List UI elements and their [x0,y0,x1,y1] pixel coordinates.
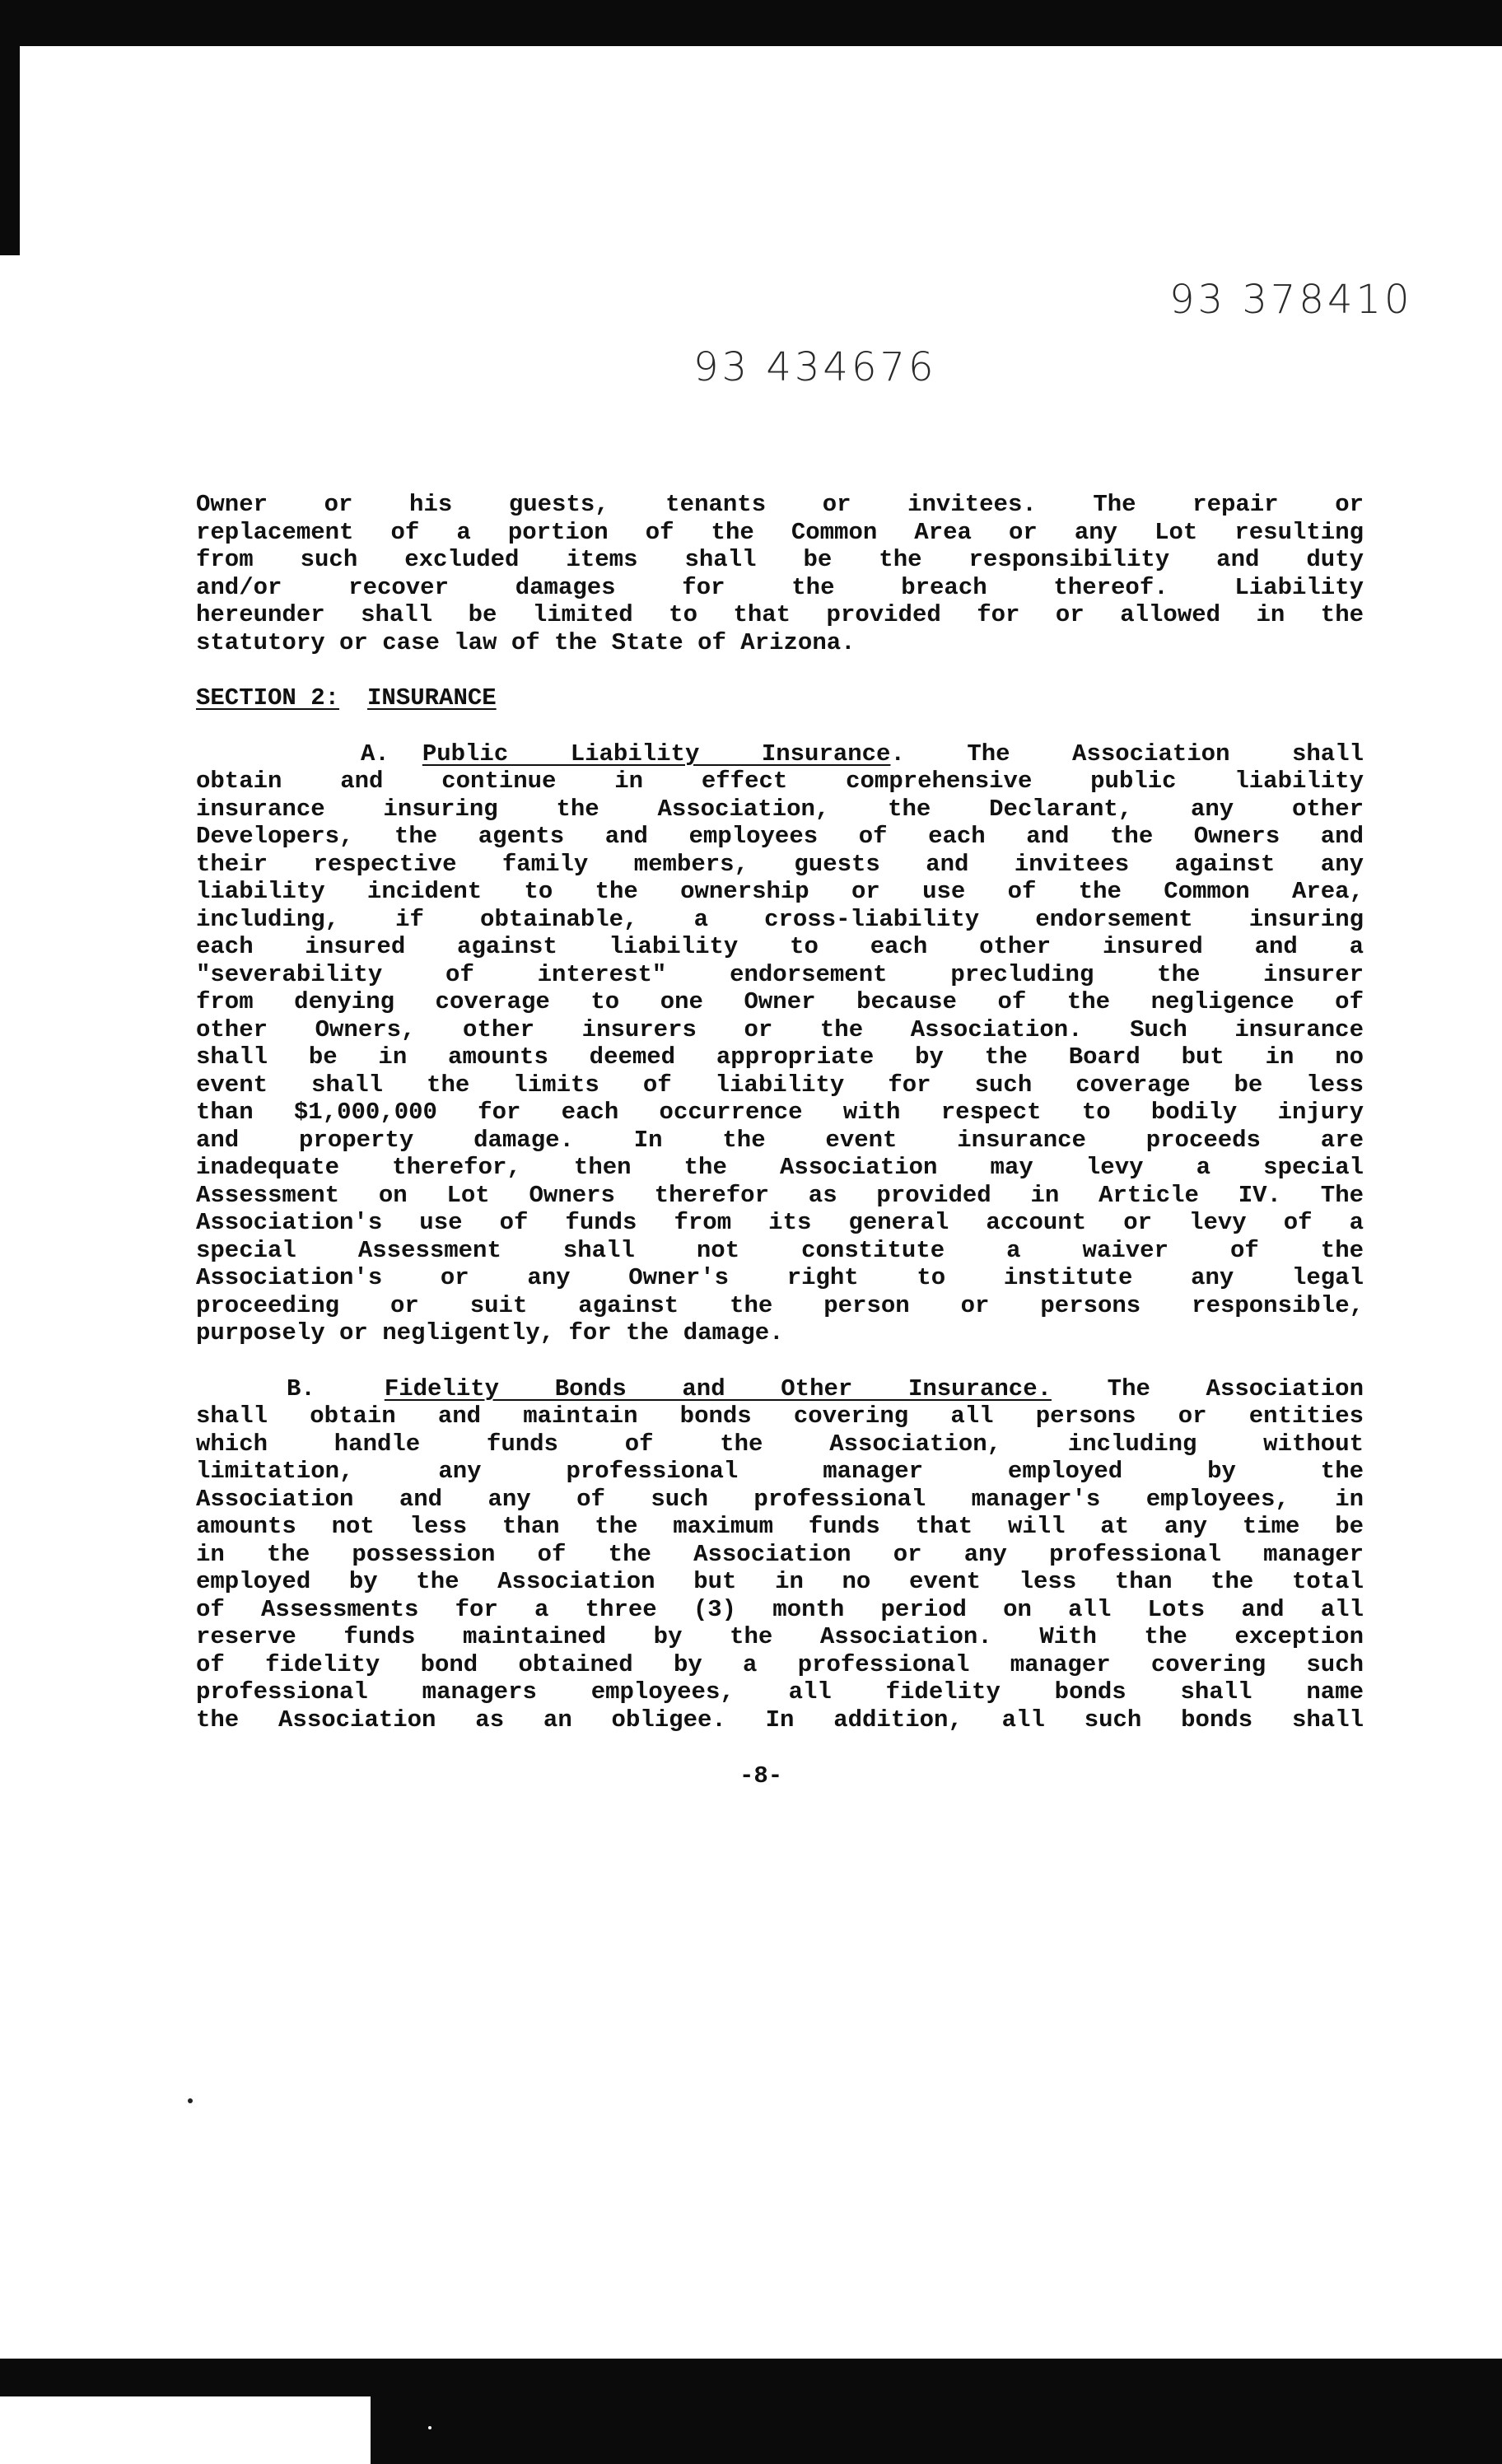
text-line: in the possession of the Association or any professional manager [196,1540,1364,1568]
subsection-b [196,1375,1364,1734]
text-line: other Owners, other insurers or the Association. Such insurance [196,1015,1364,1043]
text-line: Association's or any Owner's right to institute any legal [196,1264,1364,1291]
text-line: amounts not less than the maximum funds that will at any time be [196,1513,1364,1540]
text-line: from such excluded items shall be the responsibility and duty [196,546,1364,573]
text-line: Association's use of funds from its general account or levy of a [196,1209,1364,1236]
scan-speck [428,2426,431,2429]
text-line: inadequate therefor, then the Association may levy a special [196,1154,1364,1181]
text-line: purposely or negligently, for the damage. [196,1319,784,1346]
text-line: shall be in amounts deemed appropriate by the Board but in no [196,1043,1364,1071]
scan-border-bottom-block [371,2388,1502,2464]
subsection-label: B. [287,1374,315,1402]
text-line: special Assessment shall not constitute a waiver of the [196,1236,1364,1264]
text-line: each insured against liability to each other insured and a [196,933,1364,960]
page-number: -8- [739,1762,783,1790]
subsection-heading: Fidelity Bonds and Other Insurance. [384,1374,1052,1402]
subsection-b-first-line [196,1375,1364,1403]
intro-paragraph [196,491,1364,656]
scan-speck [188,2098,193,2103]
text-line: replacement of a portion of the Common Area or any Lot resulting [196,518,1364,546]
section-title: INSURANCE [367,684,497,712]
text-line: shall obtain and maintain bonds covering all persons or entities [196,1402,1364,1430]
subsection-a [196,740,1364,1347]
text-line: than $1,000,000 for each occurrence with respect to bodily injury [196,1099,1364,1126]
text-line: of Assessments for a three (3) month period on all Lots and all [196,1595,1364,1623]
subsection-label: A. [361,740,389,768]
text-fragment: . The Association shall [890,740,1364,768]
subsection-a-first-line [196,740,1364,768]
text-line: insurance insuring the Association, the Declarant, any other [196,795,1364,823]
text-line: of fidelity bond obtained by a professional manager covering such [196,1650,1364,1678]
scan-border-left [0,0,20,255]
document-number-stamp: 93 378410 [1169,277,1413,323]
text-line: hereunder shall be limited to that provided for or allowed in the [196,601,1364,628]
text-fragment: The Association [1052,1374,1364,1402]
section-heading [196,684,1364,712]
text-line: proceeding or suit against the person or persons responsible, [196,1291,1364,1319]
text-line: Assessment on Lot Owners therefor as provided in Article IV. The [196,1181,1364,1209]
text-line: limitation, any professional manager employed by the [196,1458,1364,1485]
text-line: Owner or his guests, tenants or invitees. The repair or [196,491,1364,518]
text-line: obtain and continue in effect comprehensive public liability [196,768,1364,795]
document-body [196,491,1364,1734]
text-line: professional managers employees, all fidelity bonds shall name [196,1678,1364,1706]
text-line: "severability of interest" endorsement precluding the insurer [196,960,1364,988]
text-line: reserve funds maintained by the Association. With the exception [196,1623,1364,1650]
text-line: including, if obtainable, a cross-liability endorsement insuring [196,905,1364,933]
text-line: statutory or case law of the State of Arizona. [196,628,856,656]
text-line: event shall the limits of liability for such coverage be less [196,1071,1364,1099]
text-line: and property damage. In the event insurance proceeds are [196,1126,1364,1154]
subsection-heading: Public Liability Insurance [422,740,891,768]
text-line: Developers, the agents and employees of each and the Owners and [196,823,1364,850]
text-line: liability incident to the ownership or use of the Common Area, [196,878,1364,905]
scan-border-top [0,0,1502,46]
section-number: SECTION 2: [196,684,340,712]
document-number-stamp: 93 434676 [693,344,937,390]
text-line: and/or recover damages for the breach thereof. Liability [196,573,1364,601]
text-line: Association and any of such professional manager's employees, in [196,1485,1364,1513]
text-line: from denying coverage to one Owner because of the negligence of [196,988,1364,1015]
text-line: the Association as an obligee. In addition, all such bonds shall [196,1706,1364,1734]
text-line: their respective family members, guests and invitees against any [196,850,1364,878]
text-line: which handle funds of the Association, including without [196,1430,1364,1458]
text-line: employed by the Association but in no event less than the total [196,1568,1364,1595]
